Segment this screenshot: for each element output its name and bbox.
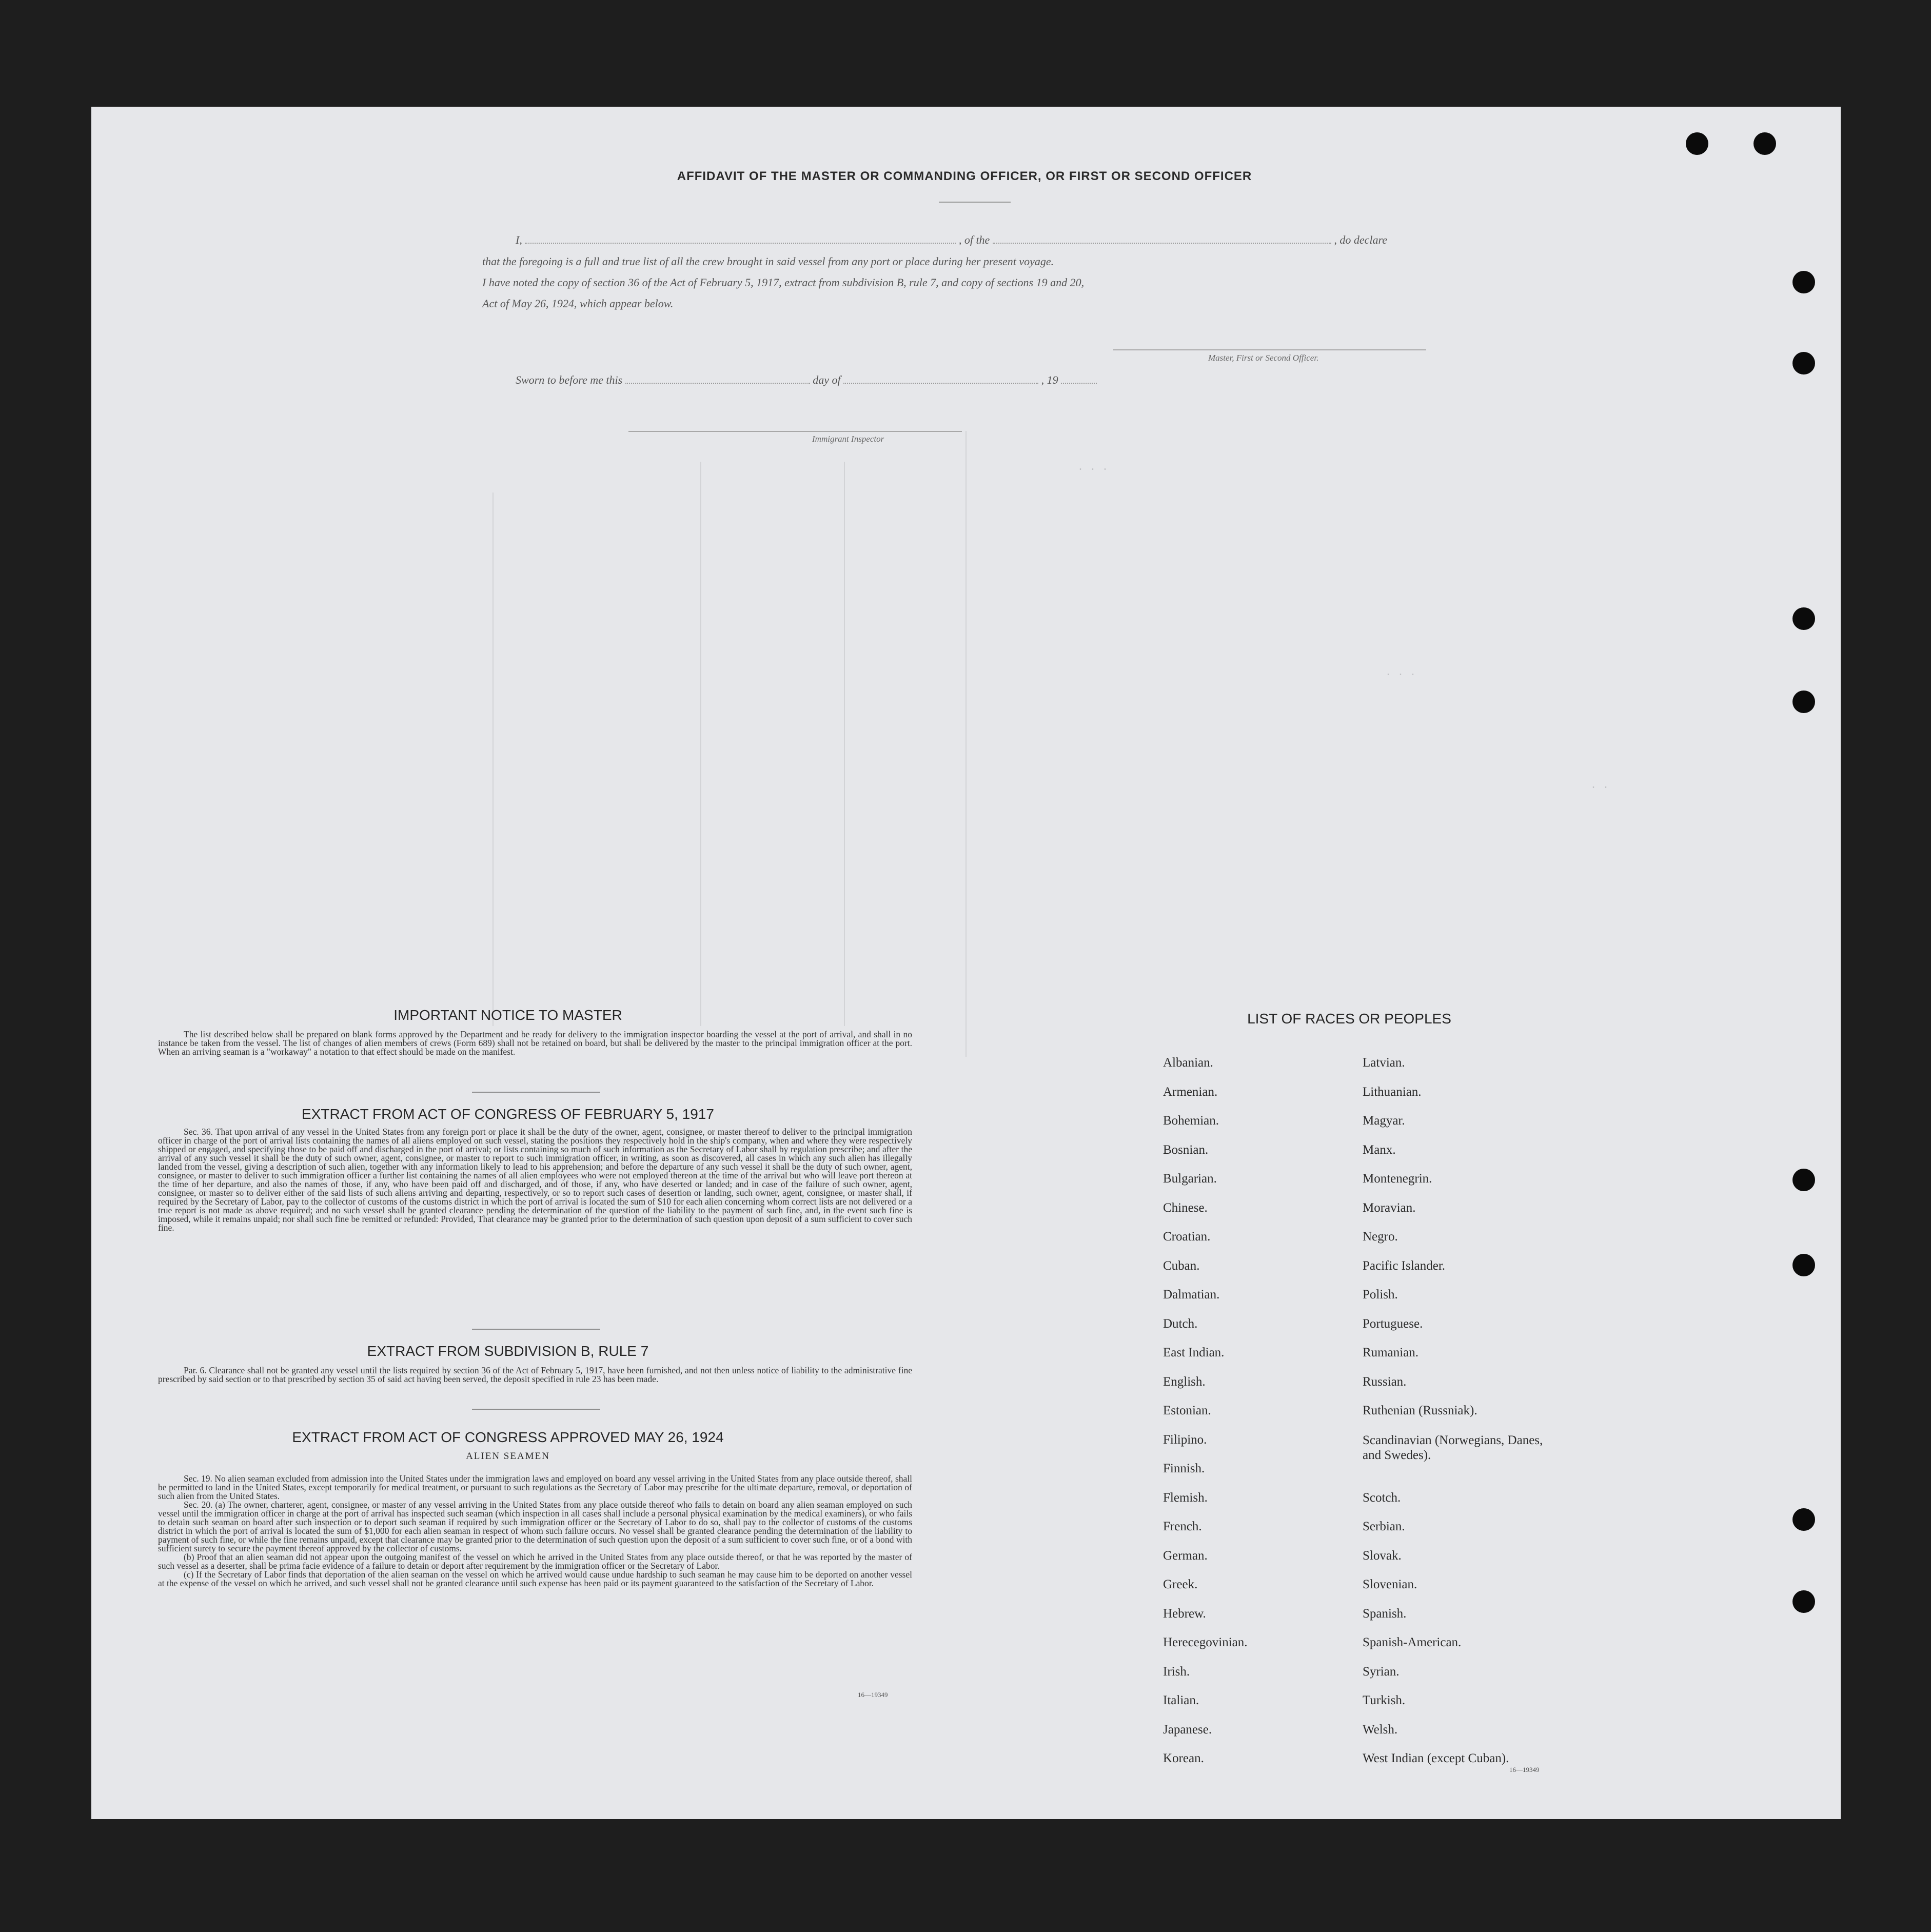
race-item: German. [1163,1549,1208,1563]
race-item: Slovenian. [1363,1578,1417,1591]
sworn-day-of: day of [813,373,841,386]
declarant-name-field[interactable] [525,243,956,244]
notice-title: IMPORTANT NOTICE TO MASTER [393,1007,622,1023]
races-title: LIST OF RACES OR PEOPLES [1247,1011,1451,1027]
race-item: Hebrew. [1163,1607,1206,1621]
bleed-through-line [844,462,845,1026]
sec-20b-text: (b) Proof that an alien seaman did not appear upon the outgoing manifest of the vessel on which he arrived in the United States from any place outside thereof, or that he was reported by the master of such vessel as a deserter, shall be prima facie evidence of a failure to detain or deport after requirement by the immigration officer or the Secretary of Labor. [158,1552,912,1571]
race-item: Estonian. [1163,1404,1211,1417]
race-item: Herecegovinian. [1163,1635,1248,1649]
race-item: Spanish-American. [1363,1635,1462,1649]
bleed-through-mark: . . . [1385,667,1416,679]
race-item: Russian. [1363,1375,1407,1389]
extract-rule7-text: Par. 6. Clearance shall not be granted any vessel until the lists required by section 36 of the Act of February 5, 1917, have been furnished, and not then unless notice of liability to the administrative fine prescribed by said section or to that prescribed by section 35 of said act having been served, the deposit specified in rule 23 has been made. [158,1365,912,1384]
race-item: Cuban. [1163,1259,1200,1273]
race-item: Dutch. [1163,1317,1198,1331]
race-item: Rumanian. [1363,1346,1419,1359]
sworn-line [516,373,1097,387]
extract-1917-text: Sec. 36. That upon arrival of any vessel in the United States from any foreign port or place it shall be the duty of the owner, agent, consignee, or master thereof to deliver to the principal immigration officer in charge of the port of arrival lists containing the names of all aliens employed on such vessel, stating the positions they respectively hold in the ship's company, when and where they were respectively shipped or engaged, and specifying those to be paid off and discharged in the port of arrival; or lists containing so much of such information as the Secretary of Labor shall by regulation prescribe; and after the arrival of any such vessel it shall be the duty of such owner, agent, consignee, or master to report to such immigration officer, in writing, as soon as discovered, all cases in which any such alien has illegally landed from the vessel, giving a description of such alien, together with any information likely to lead to his apprehension; and before the departure of any such vessel it shall be the duty of such owner, agent, consignee, or master to deliver to such immigration officer a further list containing the names of all alien employees who were not employed thereon at the time of the arrival but who will leave port thereon at the time of her departure, and also the names of those, if any, who have been paid off and discharged, and of those, if any, who have deserted or landed; and in case of the failure of such owner, agent, consignee, or master so to deliver either of the said lists of such aliens arriving and departing, respectively, or so to report such cases of desertion or landing, such owner, agent, consignee, or master shall, if required by the Secretary of Labor, pay to the collector of customs of the customs district in which the port of arrival is located the sum of $10 for each alien concerning whom correct lists are not delivered or a true report is not made as above required; and no such vessel shall be granted clearance pending the determination of the question of the liability to the payment of such fine, and, in the event such fine is imposed, while it remains unpaid; nor shall such fine be remitted or refunded: Provided, That clearance may be granted prior to the determination of such question upon deposit of a sum sufficient to cover such fine. [158,1127,912,1233]
affidavit-of-the: , of the [958,233,990,246]
punch-hole [1792,352,1815,374]
punch-hole [1753,132,1776,155]
bleed-through-mark: . . [1590,780,1609,792]
notice-text: The list described below shall be prepared on blank forms approved by the Department and be ready for delivery to the immigration inspector boarding the vessel at the port of arrival, and shall in no instance be taken from the vessel. The list of changes of alien members of crews (Form 689) shall not be retained on board, but shall be delivered by the master to the principal immigration officer at the port. When an arriving seaman is a "workaway" a notation to that effect should be made on the manifest. [158,1029,912,1057]
punch-hole [1792,691,1815,713]
extract-1917-title: EXTRACT FROM ACT OF CONGRESS OF FEBRUARY 5, 1917 [302,1106,714,1122]
race-item: Pacific Islander. [1363,1259,1446,1273]
race-item: Turkish. [1363,1693,1406,1707]
punch-hole [1686,132,1708,155]
punch-hole [1792,607,1815,630]
race-item: Bosnian. [1163,1143,1209,1157]
race-item: Lithuanian. [1363,1085,1422,1099]
affidavit-line-3: I have noted the copy of section 36 of the Act of February 5, 1917, extract from subdivision B, rule 7, and copy of sections 19 and 20, [482,276,1085,289]
affidavit-line-2: that the foregoing is a full and true list of all the crew brought in said vessel from any port or place during her present voyage. [482,255,1054,268]
extract-rule7-title: EXTRACT FROM SUBDIVISION B, RULE 7 [367,1343,649,1359]
vessel-name-field[interactable] [993,243,1331,244]
sec-20a-text: Sec. 20. (a) The owner, charterer, agent, consignee, or master of any vessel arriving in the United States from any place outside thereof who fails to detain on board any alien seaman employed on such vessel until the immigration officer in charge at the port of arrival has inspected such seaman (which inspection in all cases shall include a personal physical examination by the medical examiners), or who fails to detain such seaman on board after such inspection or to deport such seaman if required by such immigration officer or the Secretary of Labor to do so, shall pay to the collector of customs of the customs district in which the port of arrival is located the sum of $1,000 for each alien seaman in respect of whom such failure occurs. No vessel shall be granted clearance pending the determination of the liability to payment of such fine, or while the fine remains unpaid, except that clearance may be granted prior to the determination of such question upon the deposit of a sum sufficient to cover such fine, or of a bond with sufficient surety to secure the payment thereof approved by the collector of customs. [158,1500,912,1553]
form-number-left: 16—19349 [858,1691,888,1699]
affidavit-title: AFFIDAVIT OF THE MASTER OR COMMANDING OFFICER, OR FIRST OR SECOND OFFICER [677,169,1252,183]
bleed-through-line [700,462,701,1026]
inspector-signature-line[interactable] [628,431,962,432]
race-item: Korean. [1163,1751,1204,1765]
sworn-prefix: Sworn to before me this [516,373,623,386]
punch-hole [1792,1254,1815,1276]
inspector-caption: Immigrant Inspector [812,434,884,444]
affidavit-do-declare: , do declare [1334,233,1387,246]
race-item: Syrian. [1363,1665,1400,1679]
race-item: Spanish. [1363,1607,1407,1621]
race-item: Latvian. [1363,1056,1405,1070]
bleed-through-line [492,492,494,1026]
sworn-day-field[interactable] [625,383,810,384]
race-item: English. [1163,1375,1206,1389]
master-caption: Master, First or Second Officer. [1208,353,1319,363]
race-item: Chinese. [1163,1201,1208,1215]
sec-20c-text: (c) If the Secretary of Labor finds that deportation of the alien seaman on the vessel on which he arrived would cause undue hardship to such seaman he may cause him to be deported on another vessel at the expense of the vessel on which he arrived, and such vessel shall not be granted clearance until such expense has been paid or its payment guaranteed to the satisfaction of the Secretary of Labor. [158,1569,912,1588]
extract-1924-text [158,1474,912,1588]
race-item: Ruthenian (Russniak). [1363,1404,1477,1417]
race-item: Magyar. [1363,1114,1405,1128]
race-item: Portuguese. [1363,1317,1423,1331]
sec-19-text: Sec. 19. No alien seaman excluded from admission into the United States under the immigration laws and employed on board any vessel arriving in the United States from any place outside thereof, shall be permitted to land in the United States, except temporarily for medical treatment, or pursuant to such regulations as the Secretary of Labor may prescribe for the ultimate departure, removal, or deportation of such alien from the United States. [158,1473,912,1501]
race-item: Filipino. [1163,1433,1207,1447]
race-item: French. [1163,1520,1202,1533]
bleed-through-mark: . . . [1077,462,1109,474]
affidavit-line-1 [516,233,1387,247]
punch-hole [1792,1508,1815,1531]
race-item: Slovak. [1363,1549,1402,1563]
sworn-month-field[interactable] [843,383,1038,384]
race-item: Montenegrin. [1363,1172,1432,1186]
race-item: Flemish. [1163,1491,1208,1505]
alien-seamen-subtitle: ALIEN SEAMEN [466,1451,550,1462]
race-item: Bohemian. [1163,1114,1219,1128]
race-item: Serbian. [1363,1520,1405,1533]
race-item: Negro. [1363,1230,1398,1244]
section-separator [472,1409,600,1410]
extract-1924-title: EXTRACT FROM ACT OF CONGRESS APPROVED MAY 26, 1924 [292,1429,724,1445]
race-item: Finnish. [1163,1462,1205,1475]
master-signature-line[interactable] [1113,349,1426,350]
race-item: East Indian. [1163,1346,1225,1359]
section-separator [472,1329,600,1330]
race-item: Albanian. [1163,1056,1213,1070]
race-item: Dalmatian. [1163,1288,1220,1302]
bleed-through-line [966,431,967,1057]
sworn-year-field[interactable] [1061,383,1097,384]
punch-hole [1792,1169,1815,1191]
punch-hole [1792,1590,1815,1613]
race-item: Armenian. [1163,1085,1218,1099]
race-item: Manx. [1363,1143,1396,1157]
form-number-right: 16—19349 [1509,1766,1540,1773]
sworn-year: , 19 [1041,373,1058,386]
race-item: Moravian. [1363,1201,1416,1215]
race-item: Bulgarian. [1163,1172,1217,1186]
race-item: Scotch. [1363,1491,1401,1505]
race-item: Welsh. [1363,1723,1398,1737]
punch-hole [1792,271,1815,293]
race-item: Italian. [1163,1693,1199,1707]
section-separator [472,1092,600,1093]
race-item: Greek. [1163,1578,1198,1591]
race-item: Croatian. [1163,1230,1211,1244]
title-rule [939,202,1011,203]
race-item: Japanese. [1163,1723,1212,1737]
race-item: West Indian (except Cuban). [1363,1751,1509,1765]
affidavit-line-4: Act of May 26, 1924, which appear below. [482,297,674,310]
race-item: Polish. [1363,1288,1398,1302]
affidavit-i: I, [516,233,522,246]
race-item: Irish. [1163,1665,1190,1679]
race-item: Scandinavian (Norwegians, Danes, and Swedes). [1363,1433,1543,1462]
